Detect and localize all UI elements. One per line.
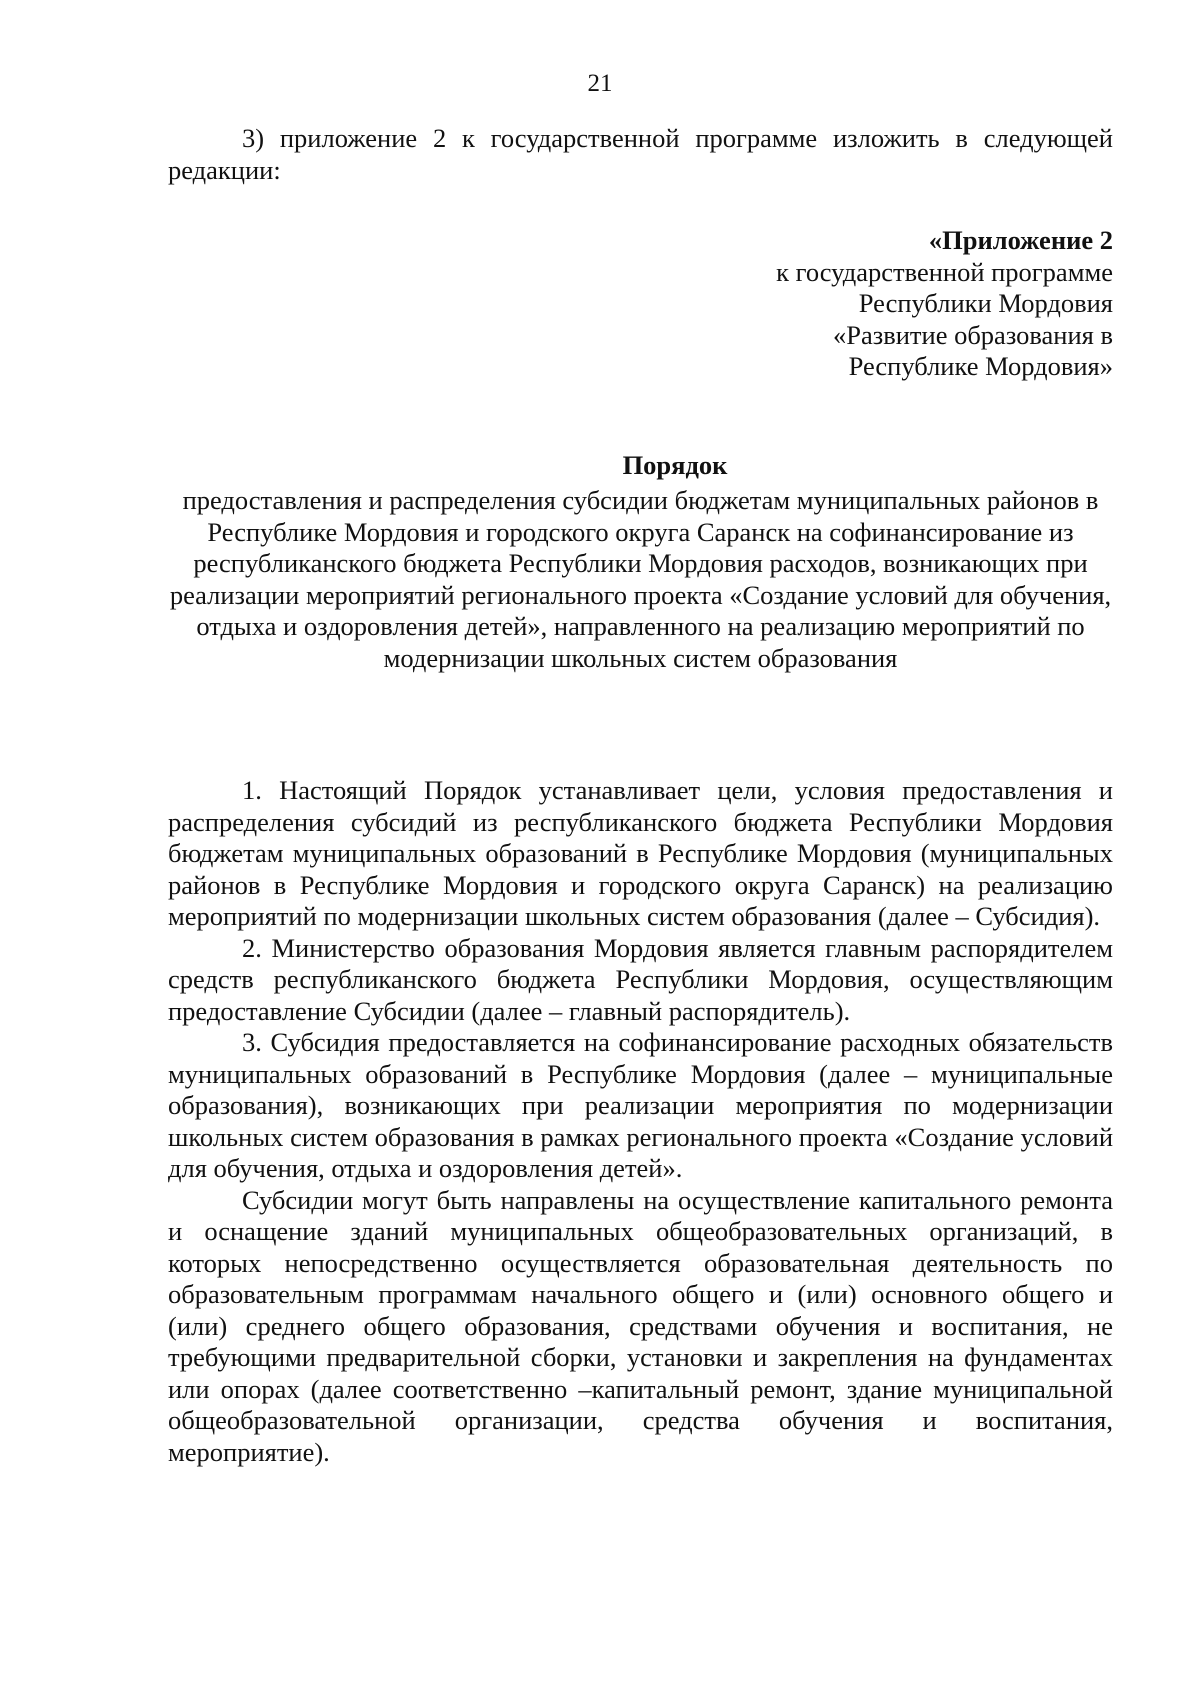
intro-paragraph: 3) приложение 2 к государственной программе изложить в следующей редакции:	[168, 123, 1113, 185]
document-body	[168, 775, 1113, 1468]
order-title: Порядок	[622, 450, 728, 480]
body-paragraph: 2. Министерство образования Мордовия является главным распорядителем средств республиканского бюджета Республики Мордовия, осуществляющим предоставление Субсидии (далее – главный распорядитель).	[168, 932, 1113, 1026]
appendix-line: к государственной программе	[776, 256, 1113, 287]
appendix-header	[700, 225, 1113, 383]
appendix-line: Республике Мордовия»	[848, 351, 1113, 381]
appendix-line: Республики Мордовия	[858, 288, 1113, 318]
body-paragraph: 1. Настоящий Порядок устанавливает цели, условия предоставления и распределения субсидий из республиканского бюджета Республики Мордовия бюджетам муниципальных образований в Республике Мордовия (муниципальных районов в Республике Мордовия и городского округа Саранск) на реализацию мероприятий по модернизации школьных систем образования (далее – Субсидия).	[168, 775, 1113, 931]
appendix-title: «Приложение 2	[928, 225, 1113, 255]
body-paragraph: 3. Субсидия предоставляется на софинансирование расходных обязательств муниципальных образований в Республике Мордовия (далее – муниципальные образования), возникающих при реализации мероприятия по модернизации школьных систем образования в рамках регионального проекта «Создание условий для обучения, отдыха и оздоровления детей».	[168, 1027, 1113, 1183]
appendix-line: «Развитие образования в	[833, 319, 1113, 350]
page-number: 21	[587, 70, 613, 97]
body-paragraph: Субсидии могут быть направлены на осуществление капитального ремонта и оснащение зданий муниципальных общеобразовательных организаций, в которых непосредственно осуществляется образовательная деятельность по образовательным программам начального общего и (или) основного общего и (или) среднего общего образования, средствами обучения и воспитания, не требующими предварительной сборки, установки и закрепления на фундаментах или опорах (далее соответственно –капитальный ремонт, здание муниципальной общеобразовательной организации, средства обучения и воспитания, мероприятие).	[168, 1184, 1113, 1467]
order-subtitle: предоставления и распределения субсидии бюджетам муниципальных районов в Республике Мордовия и городского округа Саранск на софинансирование из республиканского бюджета Республики Мордовия расходов, возникающих при реализации мероприятий регионального проекта «Создание условий для обучения, отдыха и оздоровления детей», направленного на реализацию мероприятий по модернизации школьных систем образования	[169, 485, 1112, 673]
